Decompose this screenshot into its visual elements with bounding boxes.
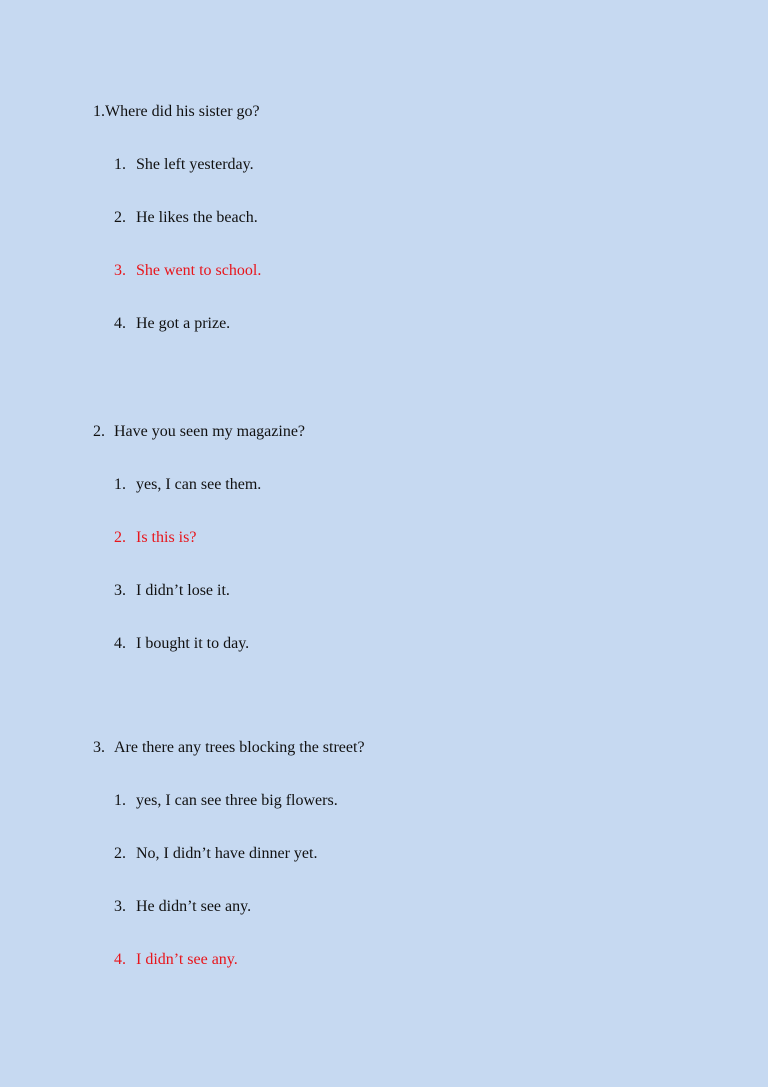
question-1-options bbox=[0, 154, 768, 335]
question-2-option-3[interactable] bbox=[114, 580, 768, 602]
question-3-options bbox=[0, 790, 768, 971]
option-text: No, I didn’t have dinner yet. bbox=[136, 845, 318, 862]
option-number: 4. bbox=[114, 635, 126, 652]
option-number: 4. bbox=[114, 315, 126, 332]
option-number: 1. bbox=[114, 476, 126, 493]
option-number: 1. bbox=[114, 156, 126, 173]
question-3-option-4-correct[interactable] bbox=[114, 949, 768, 971]
option-text: Is this is? bbox=[136, 529, 197, 546]
option-text: He didn’t see any. bbox=[136, 898, 252, 915]
question-1-text: Where did his sister go? bbox=[105, 103, 260, 120]
question-3-text: Are there any trees blocking the street? bbox=[114, 739, 365, 756]
option-number: 2. bbox=[114, 209, 126, 226]
question-1-option-4[interactable] bbox=[114, 313, 768, 335]
option-text: She went to school. bbox=[136, 262, 262, 279]
question-3-prompt bbox=[93, 737, 768, 759]
option-number: 3. bbox=[114, 582, 126, 599]
question-1-option-1[interactable] bbox=[114, 154, 768, 176]
option-text: He got a prize. bbox=[136, 315, 231, 332]
question-2-option-2-correct[interactable] bbox=[114, 527, 768, 549]
question-3-option-3[interactable] bbox=[114, 896, 768, 918]
question-1-number: 1. bbox=[93, 103, 105, 120]
option-text: yes, I can see three big flowers. bbox=[136, 792, 338, 809]
question-1-option-2[interactable] bbox=[114, 207, 768, 229]
option-text: I didn’t see any. bbox=[136, 951, 238, 968]
question-1 bbox=[0, 101, 768, 335]
option-text: She left yesterday. bbox=[136, 156, 254, 173]
option-text: yes, I can see them. bbox=[136, 476, 262, 493]
question-2 bbox=[0, 421, 768, 655]
option-number: 1. bbox=[114, 792, 126, 809]
question-2-number: 2. bbox=[93, 423, 105, 440]
option-number: 3. bbox=[114, 262, 126, 279]
question-3 bbox=[0, 737, 768, 971]
option-number: 2. bbox=[114, 845, 126, 862]
option-number: 3. bbox=[114, 898, 126, 915]
option-text: He likes the beach. bbox=[136, 209, 258, 226]
option-number: 4. bbox=[114, 951, 126, 968]
option-number: 2. bbox=[114, 529, 126, 546]
question-3-number: 3. bbox=[93, 739, 105, 756]
option-text: I didn’t lose it. bbox=[136, 582, 230, 599]
question-3-option-2[interactable] bbox=[114, 843, 768, 865]
question-2-option-4[interactable] bbox=[114, 633, 768, 655]
option-text: I bought it to day. bbox=[136, 635, 250, 652]
question-1-prompt bbox=[93, 101, 768, 123]
question-2-options bbox=[0, 474, 768, 655]
question-2-prompt bbox=[93, 421, 768, 443]
question-3-option-1[interactable] bbox=[114, 790, 768, 812]
question-2-option-1[interactable] bbox=[114, 474, 768, 496]
question-2-text: Have you seen my magazine? bbox=[114, 423, 306, 440]
question-1-option-3-correct[interactable] bbox=[114, 260, 768, 282]
